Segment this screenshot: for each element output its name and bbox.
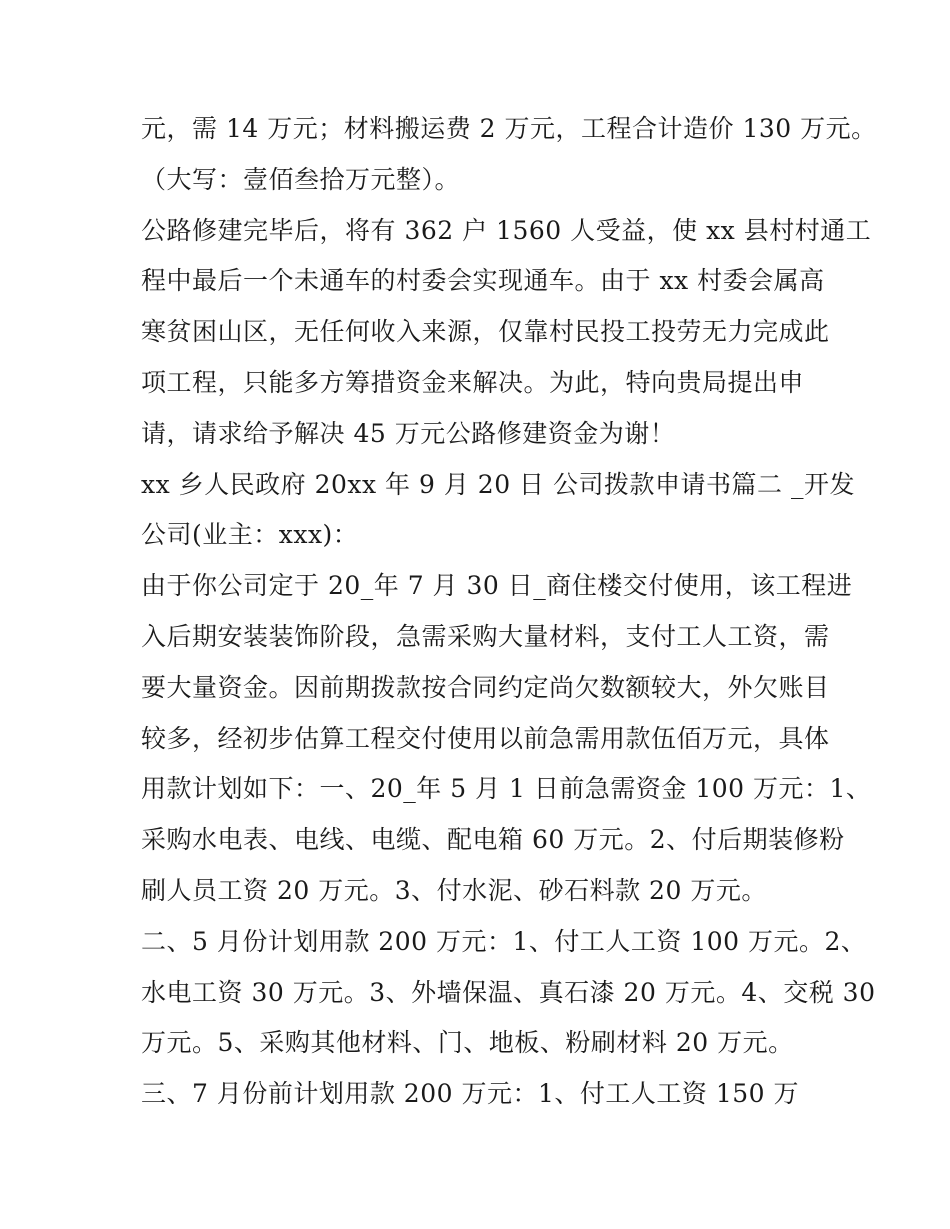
text-line: （大写：壹佰叁拾万元整）。 — [141, 164, 461, 194]
text-line: 由于你公司定于 20_年 7 月 30 日_商住楼交付使用，该工程进 — [141, 571, 853, 601]
text-line: 三、7 月份前计划用款 200 万元：1、付工人工资 150 万 — [141, 1079, 799, 1109]
text-line: 万元。5、采购其他材料、门、地板、粉刷材料 20 万元。 — [141, 1028, 794, 1058]
text-line: 公司(业主：xxx)： — [141, 520, 359, 550]
text-line: xx 乡人民政府 20xx 年 9 月 20 日 公司拨款申请书篇二 _开发 — [141, 469, 855, 499]
text-line: 要大量资金。因前期拨款按合同约定尚欠数额较大，外欠账目 — [141, 672, 830, 702]
text-line: 元，需 14 万元；材料搬运费 2 万元，工程合计造价 130 万元。 — [141, 114, 877, 143]
text-line: 采购水电表、电线、电缆、配电箱 60 万元。2、付后期装修粉 — [141, 825, 845, 855]
text-line: 项工程，只能多方筹措资金来解决。为此，特向贵局提出申 — [141, 367, 805, 397]
text-line: 请，请求给予解决 45 万元公路修建资金为谢！ — [141, 418, 676, 448]
text-line: 较多，经初步估算工程交付使用以前急需用款伍佰万元，具体 — [141, 723, 830, 753]
text-line: 水电工资 30 万元。3、外墙保温、真石漆 20 万元。4、交税 30 — [141, 977, 876, 1007]
text-line: 用款计划如下：一、20_年 5 月 1 日前急需资金 100 万元：1、 — [141, 774, 872, 804]
text-line: 公路修建完毕后，将有 362 户 1560 人受益，使 xx 县村村通工 — [141, 215, 872, 245]
document-body — [141, 104, 877, 1120]
text-line: 入后期安装装饰阶段，急需采购大量材料，支付工人工资，需 — [141, 621, 830, 651]
text-line: 程中最后一个未通车的村委会实现通车。由于 xx 村委会属高 — [141, 266, 825, 296]
text-line: 二、5 月份计划用款 200 万元：1、付工人工资 100 万元。2、 — [141, 926, 867, 956]
text-line: 刷人员工资 20 万元。3、付水泥、砂石料款 20 万元。 — [141, 875, 767, 905]
text-line: 寒贫困山区，无任何收入来源，仅靠村民投工投劳无力完成此 — [141, 317, 830, 347]
